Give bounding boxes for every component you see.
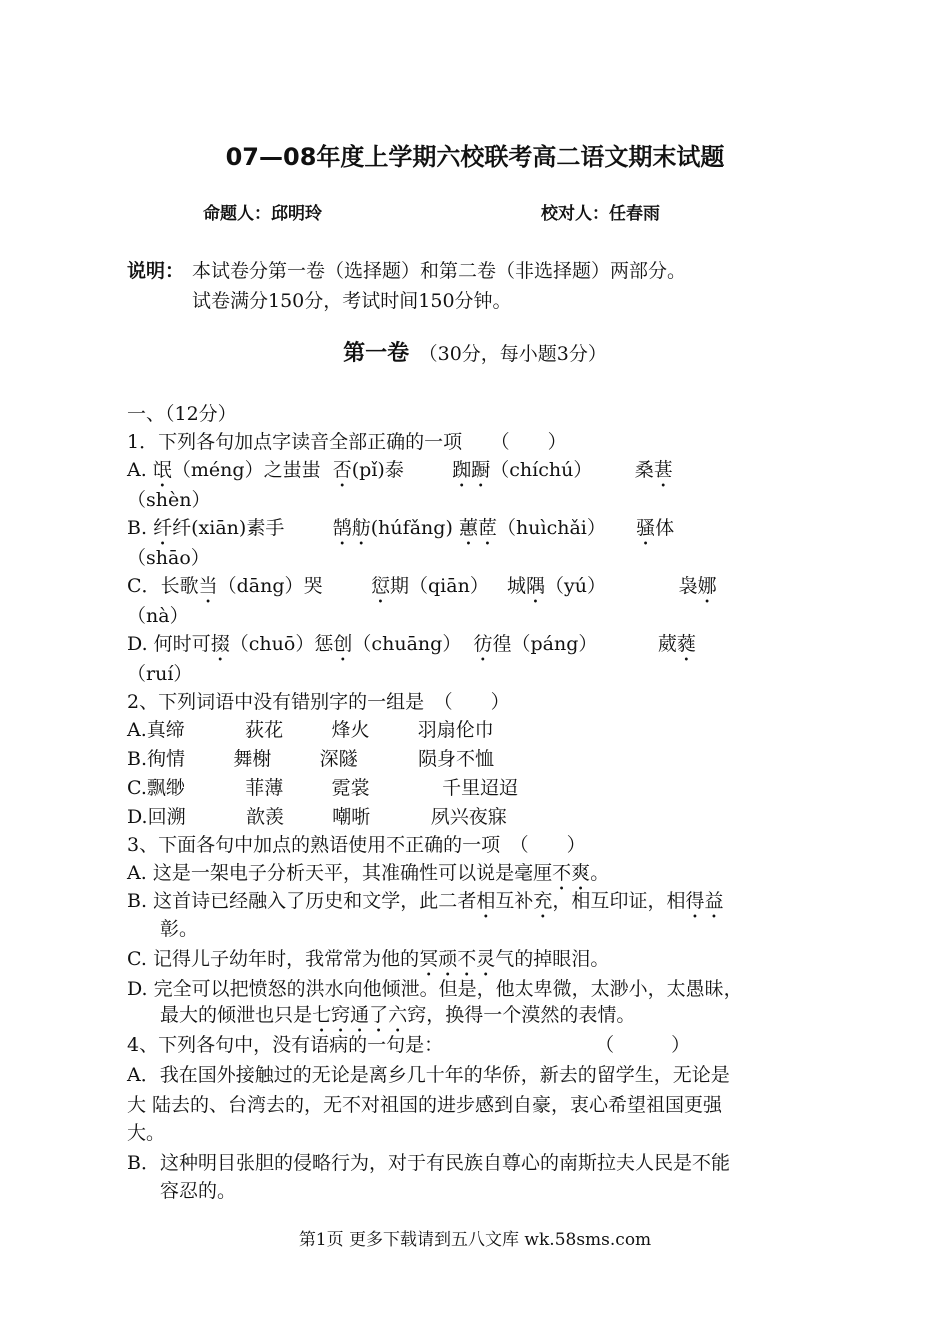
note-line-1: 本试卷分第一卷（选择题）和第二卷（非选择题）两部分。 bbox=[192, 260, 687, 282]
note-label: 说明： bbox=[127, 260, 185, 282]
section-note: （30分，每小题3分） bbox=[428, 343, 607, 365]
q2-option-b: B.徇情 舞榭 深隧 陨身不恤 bbox=[127, 748, 495, 770]
part1-header: 一、（12分） bbox=[127, 403, 237, 425]
q2-option-c: C.飘缈 菲薄 霓裳 千里迢迢 bbox=[127, 777, 519, 799]
q1-option-b: B. 纤纤(xiān)素手 鹄舫(húfǎng) 蕙茝（huìchǎi） 骚体 bbox=[127, 517, 675, 539]
emphasis-char: 当 bbox=[198, 575, 218, 597]
emphasis-char: 蹰 bbox=[471, 459, 491, 481]
q2-stem: 2、下列词语中没有错别字的一组是 （ ） bbox=[127, 691, 510, 713]
emphasis-char: 娜 bbox=[697, 575, 717, 597]
emphasis-char: 葚 bbox=[653, 459, 673, 481]
emphasis-char: 掇 bbox=[210, 633, 230, 655]
emphasis-char: 了 bbox=[369, 1004, 389, 1026]
emphasis-char: 骚 bbox=[636, 517, 656, 539]
q4-stem: 4、下列各句中，没有语病的一句是： （ ） bbox=[127, 1034, 691, 1056]
q2-option-d: D.回溯 歆羡 嘲哳 夙兴夜寐 bbox=[127, 806, 507, 828]
emphasis-char: 彷 bbox=[473, 633, 493, 655]
q1-stem: 1．下列各句加点字读音全部正确的一项 （ ） bbox=[127, 431, 567, 453]
exam-title: 07—08年度上学期六校联考高二语文期末试题 bbox=[225, 143, 725, 171]
q3-option-a: A. 这是一架电子分析天平，其准确性可以说是毫厘不爽。 bbox=[127, 862, 610, 884]
emphasis-char: 鹄 bbox=[332, 517, 352, 539]
q3-option-d-cont: 最大的倾泄也只是七窍通了六窍，换得一个漠然的表情。 bbox=[160, 1004, 636, 1026]
q3-option-c: C. 记得儿子幼年时，我常常为他的冥顽不灵气的掉眼泪。 bbox=[127, 948, 610, 970]
q4-option-a-cont2: 大。 bbox=[127, 1122, 166, 1144]
section-heading bbox=[0, 340, 950, 368]
q3-option-d: D. 完全可以把愤怒的洪水向他倾泄。但是，他太卑微，太渺小，太愚昧， bbox=[127, 978, 743, 1000]
emphasis-char: 蕤 bbox=[676, 633, 696, 655]
q3-stem: 3、下面各句中加点的熟语使用不正确的一项 （ ） bbox=[127, 834, 586, 856]
q4-option-a-cont: 大 陆去的、台湾去的，无不对祖国的进步感到自豪，衷心希望祖国更强 bbox=[127, 1094, 723, 1116]
q1-option-b-cont: （shāo） bbox=[127, 547, 210, 569]
emphasis-char: 七 bbox=[312, 1004, 332, 1026]
emphasis-char: 氓 bbox=[152, 459, 172, 481]
section-title: 第一卷 bbox=[343, 341, 410, 366]
emphasis-char: 灵 bbox=[476, 948, 496, 970]
q3-option-b: B. 这首诗已经融入了历史和文学，此二者相互补充，相互印证，相得益 bbox=[127, 890, 724, 912]
q2-option-a: A.真缔 荻花 烽火 羽扇伦巾 bbox=[127, 719, 494, 741]
emphasis-char: 得 bbox=[685, 890, 705, 912]
reviewer-label: 校对人：任春雨 bbox=[541, 204, 660, 224]
note-line-2: 试卷满分150分，考试时间150分钟。 bbox=[192, 290, 512, 312]
emphasis-char: 爽 bbox=[571, 862, 591, 884]
q1-option-a-cont: （shèn） bbox=[127, 489, 211, 511]
emphasis-char: 充 bbox=[533, 890, 553, 912]
emphasis-char: 隅 bbox=[526, 575, 546, 597]
q4-option-a: A．我在国外接触过的无论是离乡几十年的华侨，新去的留学生，无论是 bbox=[127, 1064, 730, 1086]
q1-option-c-cont: （nà） bbox=[127, 605, 189, 627]
emphasis-char: 顽 bbox=[438, 948, 458, 970]
emphasis-char: 不 bbox=[552, 862, 572, 884]
q4-option-b: B．这种明目张胆的侵略行为，对于有民族自尊心的南斯拉夫人民是不能 bbox=[127, 1152, 730, 1174]
emphasis-char: 创 bbox=[333, 633, 353, 655]
q4-option-b-cont: 容忍的。 bbox=[160, 1180, 237, 1202]
emphasis-char: 冥 bbox=[419, 948, 439, 970]
emphasis-char: 愆 bbox=[370, 575, 390, 597]
emphasis-char: 窍 bbox=[331, 1004, 351, 1026]
page-footer: 第1页 更多下载请到五八文库 wk.58sms.com bbox=[298, 1230, 652, 1250]
emphasis-char: 踟 bbox=[452, 459, 472, 481]
emphasis-char: 茝 bbox=[477, 517, 497, 539]
emphasis-char: 纤 bbox=[153, 517, 173, 539]
author-label: 命题人：邱明玲 bbox=[203, 204, 322, 224]
q1-option-d: D. 何时可掇（chuō）惩创（chuāng） 彷徨（páng） 葳蕤 bbox=[127, 633, 696, 655]
emphasis-char: 蕙 bbox=[458, 517, 478, 539]
emphasis-char: 相 bbox=[476, 890, 496, 912]
emphasis-char: 否 bbox=[332, 459, 352, 481]
q1-option-c: C．长歌当（dāng）哭 愆期（qiān） 城隅（yú） 袅娜 bbox=[127, 575, 717, 597]
emphasis-char: 通 bbox=[350, 1004, 370, 1026]
q1-option-a: A. 氓（méng）之蚩蚩 否(pǐ)泰 踟蹰（chíchú） 桑葚 bbox=[127, 459, 673, 481]
emphasis-char: 不 bbox=[457, 948, 477, 970]
q3-option-b-cont: 彰。 bbox=[160, 918, 199, 940]
emphasis-char: 益 bbox=[704, 890, 724, 912]
emphasis-char: 六 bbox=[388, 1004, 408, 1026]
emphasis-char: 舫 bbox=[351, 517, 371, 539]
q1-option-d-cont: （ruí） bbox=[127, 663, 193, 685]
